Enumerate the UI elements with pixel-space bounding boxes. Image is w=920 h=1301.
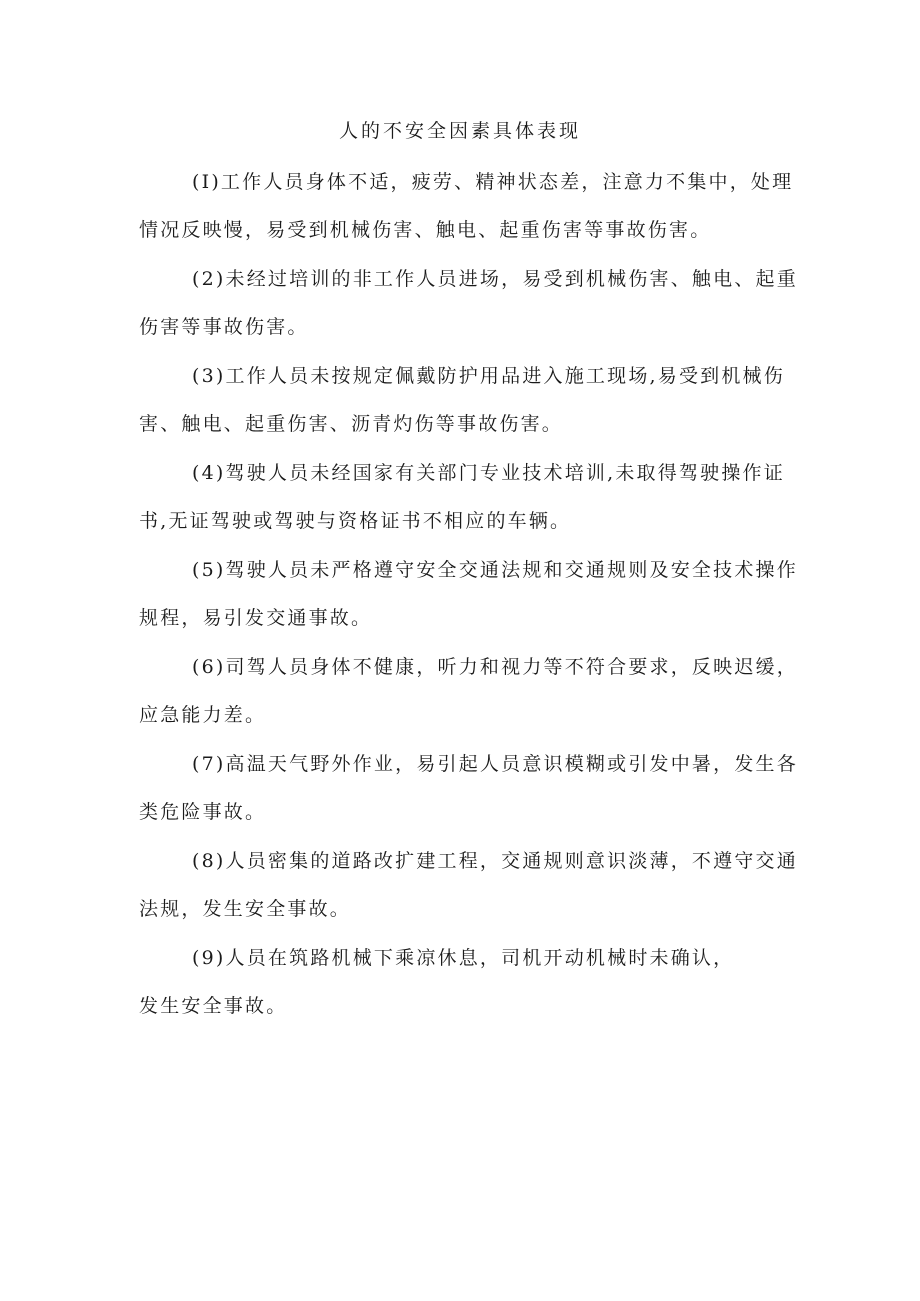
item-4: (4)驾驶人员未经国家有关部门专业技术培训,未取得驾驶操作证书,无证驾驶或驾驶与资格证书不相应的车辆。 — [139, 462, 785, 532]
item-2: (2)未经过培训的非工作人员进场，易受到机械伤害、触电、起重伤害等事故伤害。 — [139, 268, 798, 338]
item-5: (5)驾驶人员未严格遵守安全交通法规和交通规则及安全技术操作规程，易引发交通事故。 — [139, 559, 798, 629]
item-6: (6)司驾人员身体不健康，听力和视力等不符合要求，反映迟缓，应急能力差。 — [139, 656, 798, 726]
document-title: 人的不安全因素具体表现 — [338, 120, 581, 142]
item-9: (9)人员在筑路机械下乘凉休息，司机开动机械时未确认，发生安全事故。 — [139, 947, 735, 1017]
item-8: (8)人员密集的道路改扩建工程，交通规则意识淡薄，不遵守交通法规，发生安全事故。 — [139, 850, 798, 920]
item-3: (3)工作人员未按规定佩戴防护用品进入施工现场,易受到机械伤害、触电、起重伤害、沥青灼伤等事故伤害。 — [139, 365, 785, 435]
item-7: (7)高温天气野外作业，易引起人员意识模糊或引发中暑，发生各类危险事故。 — [139, 753, 798, 823]
item-1: (I)工作人员身体不适，疲劳、精神状态差，注意力不集中，处理情况反映慢，易受到机械伤害、触电、起重伤害等事故伤害。 — [139, 171, 794, 241]
